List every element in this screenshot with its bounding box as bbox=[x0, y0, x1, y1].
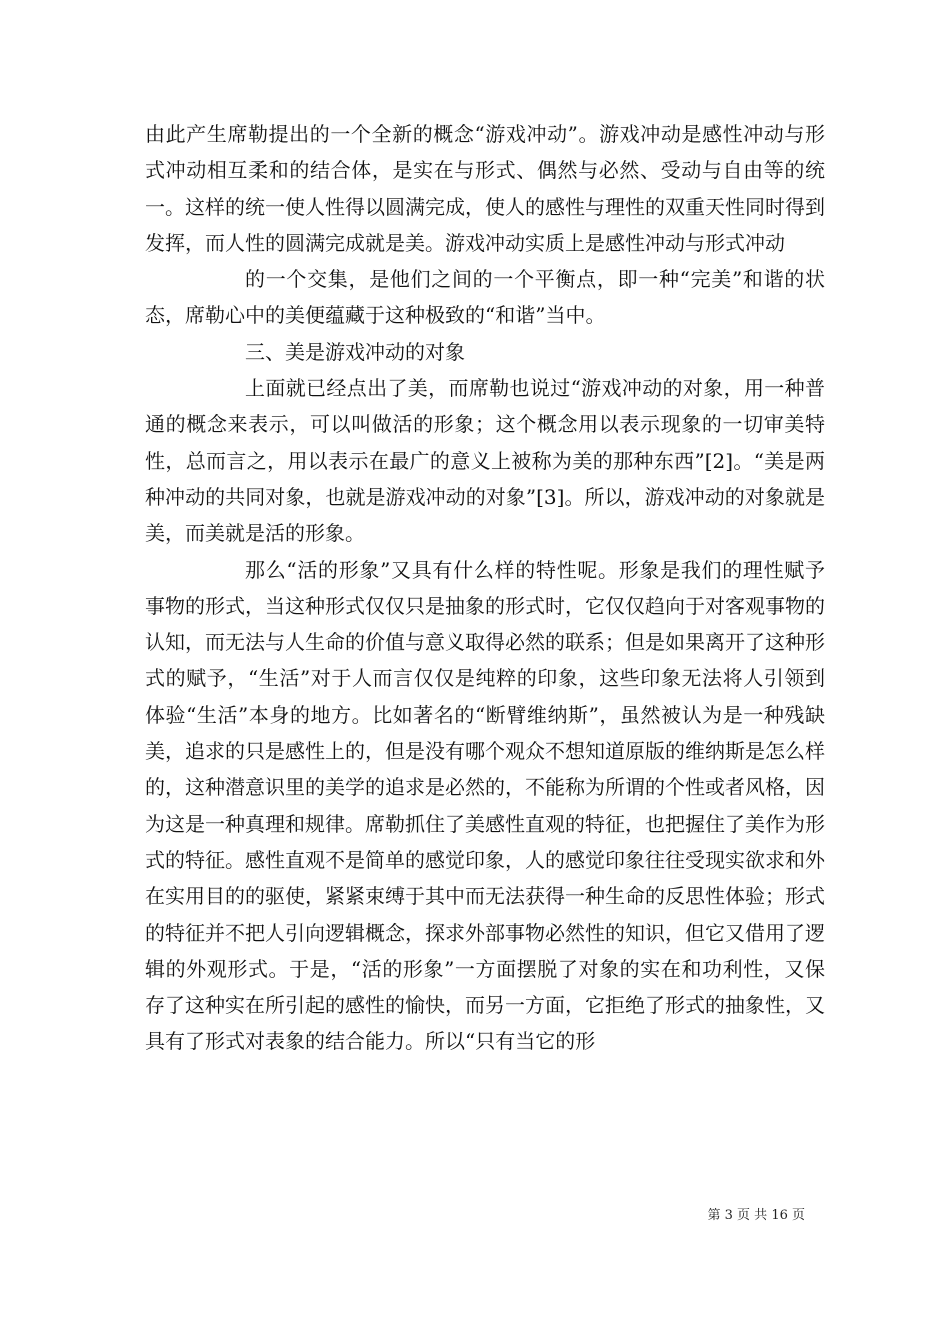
paragraph-3: 上面就已经点出了美，而席勒也说过“游戏冲动的对象，用一种普通的概念来表示，可以叫做活的形象；这个概念用以表示现象的一切审美特性，总而言之，用以表示在最广的意义上被称为美的那种东西”[2]。“美是两种冲动的共同对象，也就是游戏冲动的对象”[3]。所以，游戏冲动的对象就是美，而美就是活的形象。 bbox=[145, 376, 825, 546]
document-body bbox=[145, 116, 825, 1060]
paragraph-1: 由此产生席勒提出的一个全新的概念“游戏冲动”。游戏冲动是感性冲动与形式冲动相互柔和的结合体，是实在与形式、偶然与必然、受动与自由等的统一。这样的统一使人性得以圆满完成，使人的感性与理性的双重天性同时得到发挥，而人性的圆满完成就是美。游戏冲动实质上是感性冲动与形式冲动 bbox=[145, 122, 825, 255]
page-number-footer: 第 3 页 共 16 页 bbox=[707, 1208, 805, 1223]
paragraph-2: 的一个交集，是他们之间的一个平衡点，即一种“完美”和谐的状态，席勒心中的美便蕴藏于这种极致的“和谐”当中。 bbox=[145, 267, 825, 328]
section-heading: 三、美是游戏冲动的对象 bbox=[245, 339, 465, 364]
paragraph-4: 那么“活的形象”又具有什么样的特性呢。形象是我们的理性赋予事物的形式，当这种形式仅仅只是抽象的形式时，它仅仅趋向于对客观事物的认知，而无法与人生命的价值与意义取得必然的联系；但是如果离开了这种形式的赋予，“生活”对于人而言仅仅是纯粹的印象，这些印象无法将人引领到体验“生活”本身的地方。比如著名的“断臂维纳斯”，虽然被认为是一种残缺美，追求的只是感性上的，但是没有哪个观众不想知道原版的维纳斯是怎么样的，这种潜意识里的美学的追求是必然的，不能称为所谓的个性或者风格，因为这是一种真理和规律。席勒抓住了美感性直观的特征，也把握住了美作为形式的特征。感性直观不是简单的感觉印象，人的感觉印象往往受现实欲求和外在实用目的的驱使，紧紧束缚于其中而无法获得一种生命的反思性体验；形式的特征并不把人引向逻辑概念，探求外部事物必然性的知识，但它又借用了逻辑的外观形式。于是，“活的形象”一方面摆脱了对象的实在和功利性，又保存了这种实在所引起的感性的愉快，而另一方面，它拒绝了形式的抽象性，又具有了形式对表象的结合能力。所以“只有当它的形 bbox=[145, 557, 825, 1054]
